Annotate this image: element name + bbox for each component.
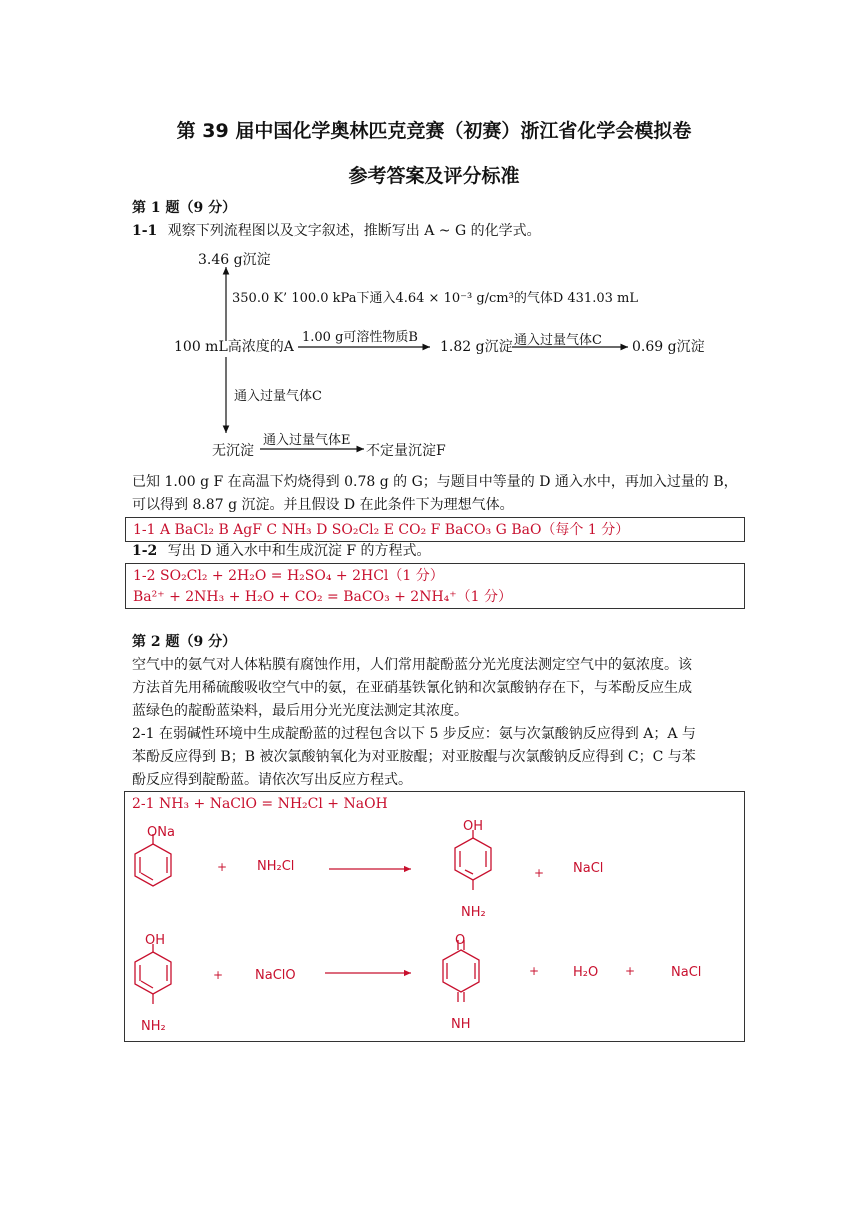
answer-1-1: 1-1 A BaCl₂ B AgF C NH₃ D SO₂Cl₂ E CO₂ F BaCO₃ G BaO（每个 1 分） xyxy=(133,522,630,538)
flow-bottom-left: 无沉淀 xyxy=(212,443,254,459)
rxn1-plus-2: + xyxy=(534,866,545,880)
flow-arrow1-label: 1.00 g可溶性物质B xyxy=(302,330,418,345)
answer-box-1-1 xyxy=(125,517,745,542)
answer-2-1-equation: 2-1 NH₃ + NaClO = NH₂Cl + NaOH xyxy=(132,796,388,812)
answer-1-2-line2: Ba²⁺ + 2NH₃ + H₂O + CO₂ = BaCO₃ + 2NH₄⁺（1 分） xyxy=(133,589,513,605)
q2-intro-line3: 蓝绿色的靛酚蓝染料，最后用分光光度法测定其浓度。 xyxy=(132,703,468,719)
q2-1-line2: 苯酚反应得到 B；B 被次氯酸钠氧化为对亚胺醌；对亚胺醌与次氯酸钠反应得到 C；C 与苯 xyxy=(132,749,696,765)
document-subtitle: 参考答案及评分标准 xyxy=(348,165,520,187)
q1-known-line2: 可以得到 8.87 g 沉淀。并且假设 D 在此条件下为理想气体。 xyxy=(132,497,514,513)
document-title: 第 39 届中国化学奥林匹克竞赛（初赛）浙江省化学会模拟卷 xyxy=(176,120,692,142)
rxn1-product-oh: OH xyxy=(463,819,484,834)
rxn2-plus-3: + xyxy=(625,964,636,978)
flow-arrow3-label: 通入过量气体E xyxy=(263,433,351,448)
q2-1-line1: 2-1 在弱碱性环境中生成靛酚蓝的过程包含以下 5 步反应：氨与次氯酸钠反应得到 A；A 与 xyxy=(132,726,696,742)
rxn2-plus-2: + xyxy=(529,964,540,978)
flow-start-label: 100 mL高浓度的A xyxy=(174,339,294,355)
benzene-ring-aminophenol-product xyxy=(455,830,491,890)
q1-2-number: 1-2 xyxy=(132,543,158,559)
rxn2-reagent: NaClO xyxy=(255,968,296,983)
rxn1-product-nh2: NH₂ xyxy=(461,905,486,920)
rxn1-byproduct: NaCl xyxy=(573,861,604,876)
flow-top-label: 3.46 g沉淀 xyxy=(198,252,271,268)
flow-condition-label: 350.0 K’ 100.0 kPa下通入4.64 × 10⁻³ g/cm³的气体D 431.03 mL xyxy=(232,291,638,306)
rxn2-nacl: NaCl xyxy=(671,965,702,980)
rxn2-substrate-nh2: NH₂ xyxy=(141,1019,166,1034)
q1-2-prompt xyxy=(132,540,431,562)
rxn1-plus-1: + xyxy=(217,860,228,874)
rxn2-plus-1: + xyxy=(213,968,224,982)
flow-down-label: 通入过量气体C xyxy=(234,389,322,404)
flow-arrow2-label: 通入过量气体C xyxy=(514,333,602,348)
q1-2-text: 写出 D 通入水中和生成沉淀 F 的方程式。 xyxy=(167,543,431,559)
q2-1-line3: 酚反应得到靛酚蓝。请依次写出反应方程式。 xyxy=(132,772,412,788)
answer-box-2-1 xyxy=(124,791,745,1042)
answer-box-1-2 xyxy=(125,563,745,609)
q1-1-number: 1-1 xyxy=(132,223,158,239)
rxn2-product-nh: NH xyxy=(451,1017,471,1032)
rxn1-substituent-ona: ONa xyxy=(147,825,175,840)
q1-known-line1: 已知 1.00 g F 在高温下灼烧得到 0.78 g 的 G；与题目中等量的 D 通入水中，再加入过量的 B， xyxy=(132,474,738,490)
reaction-scheme xyxy=(125,792,744,1041)
benzene-ring-aminophenol xyxy=(135,944,171,1004)
q1-1-prompt xyxy=(132,220,541,242)
rxn2-product-o: O xyxy=(455,933,466,948)
q1-1-text: 观察下列流程图以及文字叙述，推断写出 A ~ G 的化学式。 xyxy=(167,223,541,239)
rxn2-substrate-oh: OH xyxy=(145,933,166,948)
flow-mid-label: 1.82 g沉淀 xyxy=(440,339,513,355)
q2-intro-line2: 方法首先用稀硫酸吸收空气中的氨，在亚硝基铁氰化钠和次氯酸钠存在下，与苯酚反应生成 xyxy=(132,680,692,696)
q2-intro-line1: 空气中的氨气对人体粘膜有腐蚀作用，人们常用靛酚蓝分光光度法测定空气中的氨浓度。该 xyxy=(132,657,692,673)
flow-bottom-right: 不定量沉淀F xyxy=(366,443,446,459)
flow-end-label: 0.69 g沉淀 xyxy=(632,339,705,355)
q1-heading: 第 1 题（9 分） xyxy=(132,200,237,216)
q2-heading: 第 2 题（9 分） xyxy=(132,634,237,650)
rxn2-water: H₂O xyxy=(573,965,599,980)
answer-1-2-line1: 1-2 SO₂Cl₂ + 2H₂O = H₂SO₄ + 2HCl（1 分） xyxy=(133,568,444,584)
rxn1-reagent: NH₂Cl xyxy=(257,859,295,874)
